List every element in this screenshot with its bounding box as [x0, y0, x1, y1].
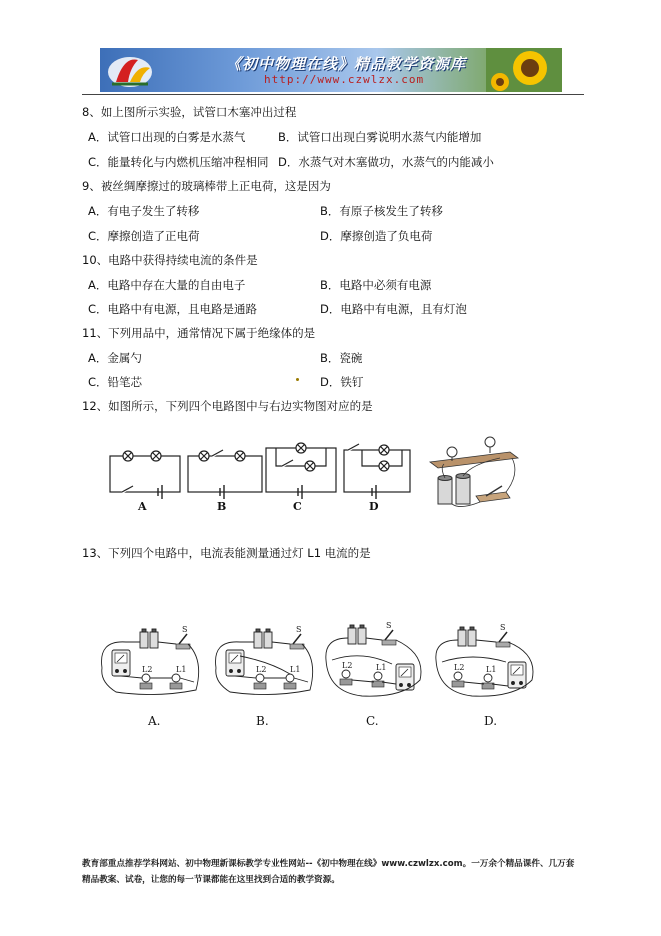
q13-circuit-d — [436, 623, 533, 696]
q12-label-d: D — [369, 500, 379, 513]
q13-circuit-c — [326, 621, 421, 696]
svg-text:L2: L2 — [142, 665, 153, 674]
sunflower-icon — [486, 48, 562, 92]
svg-text:S: S — [500, 623, 506, 632]
q9-option-d[interactable]: D．摩擦创造了负电荷 — [320, 229, 433, 243]
q8-option-a[interactable]: A．试管口出现的白雾是水蒸气 — [88, 130, 246, 144]
q13-label-a: A. — [148, 714, 161, 728]
q10-option-a[interactable]: A．电路中存在大量的自由电子 — [88, 278, 246, 292]
q11-option-a[interactable]: A．金属勺 — [88, 351, 142, 365]
svg-text:S: S — [386, 621, 392, 630]
svg-text:L2: L2 — [454, 663, 465, 672]
q13-label-b: B. — [256, 714, 269, 728]
svg-text:L1: L1 — [176, 665, 187, 674]
q12-circuit-figures — [100, 434, 520, 518]
question-9-stem: 9、被丝绸摩擦过的玻璃棒带上正电荷，这是因为 — [82, 179, 331, 193]
question-8-stem: 8、如上图所示实验，试管口木塞冲出过程 — [82, 105, 297, 119]
q13-circuit-b — [216, 625, 313, 695]
svg-text:S: S — [296, 625, 302, 634]
site-logo-icon — [104, 50, 160, 90]
q13-label-d: D. — [484, 714, 498, 728]
banner-title: 《初中物理在线》精品教学资源库 — [226, 55, 467, 73]
question-13-stem: 13、下列四个电路中，电流表能测量通过灯 L1 电流的是 — [82, 546, 371, 560]
q11-option-b[interactable]: B．瓷碗 — [320, 351, 363, 365]
q13-circuit-figures — [96, 620, 548, 700]
q12-circuit-c — [266, 443, 336, 499]
q9-option-c[interactable]: C．摩擦创造了正电荷 — [88, 229, 200, 243]
q10-option-b[interactable]: B．电路中必须有电源 — [320, 278, 432, 292]
svg-text:L1: L1 — [486, 665, 497, 674]
question-10-stem: 10、电路中获得持续电流的条件是 — [82, 253, 258, 267]
svg-text:L2: L2 — [342, 661, 353, 670]
page-footer: 教育部重点推荐学科网站、初中物理新课标教学专业性网站--《初中物理在线》www.czwlzx.com。一万余个精品课件、几万套精品教案、试卷，让您的每一节课都能在这里找到合适的教学资源。 — [82, 859, 575, 885]
q13-label-c: C. — [366, 714, 379, 728]
q12-circuit-d — [344, 444, 410, 499]
q8-option-d[interactable]: D．水蒸气对木塞做功，水蒸气的内能减小 — [278, 155, 494, 169]
svg-text:L1: L1 — [376, 663, 387, 672]
q11-option-c[interactable]: C．铅笔芯 — [88, 375, 143, 389]
q12-circuit-a — [110, 451, 180, 499]
svg-text:L1: L1 — [290, 665, 301, 674]
q8-option-b[interactable]: B．试管口出现白雾说明水蒸气内能增加 — [278, 130, 482, 144]
q12-physical-setup — [430, 437, 518, 507]
q10-option-c[interactable]: C．电路中有电源，且电路是通路 — [88, 302, 258, 316]
banner-url[interactable]: http://www.czwlzx.com — [264, 73, 425, 86]
header-rule — [82, 94, 584, 95]
header-banner — [100, 48, 562, 92]
q12-label-c: C — [293, 500, 302, 513]
svg-text:S: S — [182, 625, 188, 634]
question-12-stem: 12、如图所示，下列四个电路图中与右边实物图对应的是 — [82, 399, 373, 413]
q13-circuit-a — [102, 625, 199, 695]
q9-option-a[interactable]: A．有电子发生了转移 — [88, 204, 200, 218]
q12-label-a: A — [138, 500, 147, 513]
q10-option-d[interactable]: D．电路中有电源，且有灯泡 — [320, 302, 467, 316]
q12-label-b: B — [217, 500, 227, 513]
stray-dot — [296, 378, 299, 381]
q12-circuit-b — [188, 450, 262, 499]
svg-text:L2: L2 — [256, 665, 267, 674]
q9-option-b[interactable]: B．有原子核发生了转移 — [320, 204, 443, 218]
q11-option-d[interactable]: D．铁钉 — [320, 375, 364, 389]
question-11-stem: 11、下列用品中，通常情况下属于绝缘体的是 — [82, 326, 316, 340]
q8-option-c[interactable]: C．能量转化与内燃机压缩冲程相同 — [88, 155, 269, 169]
